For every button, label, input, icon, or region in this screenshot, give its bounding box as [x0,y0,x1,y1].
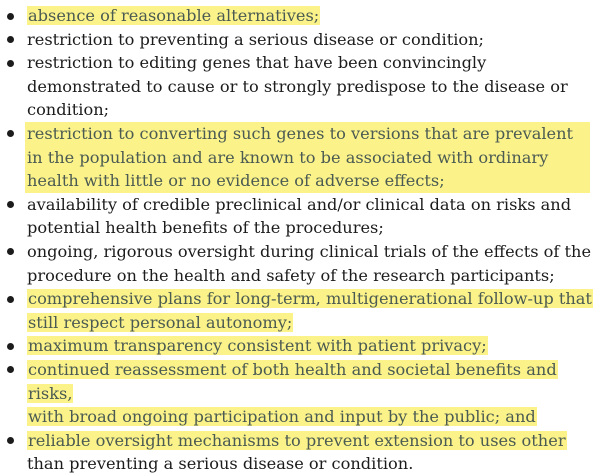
highlighted-text: reliable oversight mechanisms to prevent extension to uses other [28,430,566,450]
list-item [0,28,600,52]
bullet-icon [7,343,14,350]
highlighted-text: continued reassessment of both health and societal benefits and risks, [28,359,557,403]
list-item [0,287,600,334]
list-item [0,4,600,28]
highlighted-text: comprehensive plans for long-term, multigenerational follow-up that still respect personal autonomy; [28,289,592,332]
bullet-icon [7,248,14,255]
item-text: than preventing a serious disease or condition. [27,454,414,474]
item-text: availability of credible preclinical and/or clinical data on risks and potential health benefits of the procedures; [27,194,572,238]
list-item [0,334,600,358]
criteria-document [0,4,600,476]
item-text: restriction to preventing a serious disease or condition; [27,29,484,49]
bullet-icon [7,60,14,67]
highlighted-text: with broad ongoing participation and input by the public; and [28,407,536,427]
list-item [0,51,600,122]
list-item [0,240,600,287]
bullet-icon [7,130,14,137]
bullet-icon [7,366,14,373]
bullet-icon [7,36,14,43]
list-item [0,358,600,429]
list-item [0,122,600,193]
item-text: ongoing, rigorous oversight during clinical trials of the effects of the procedure on the health and safety of the research participants; [27,241,592,285]
bullet-icon [7,13,14,20]
list-item [0,429,600,476]
highlighted-text: maximum transparency consistent with patient privacy; [28,336,487,356]
item-text: restriction to editing genes that have been convincingly demonstrated to cause or to strongly predispose to the disease or condition; [27,53,568,120]
list-item [0,193,600,240]
highlighted-text: restriction to converting such genes to versions that are prevalent in the population and are known to be associated with ordinary health with little or no evidence of adverse effects; [25,122,590,193]
bullet-icon [7,437,14,444]
bullet-icon [7,296,14,303]
highlighted-text: absence of reasonable alternatives; [28,6,320,25]
bullet-icon [7,201,14,208]
